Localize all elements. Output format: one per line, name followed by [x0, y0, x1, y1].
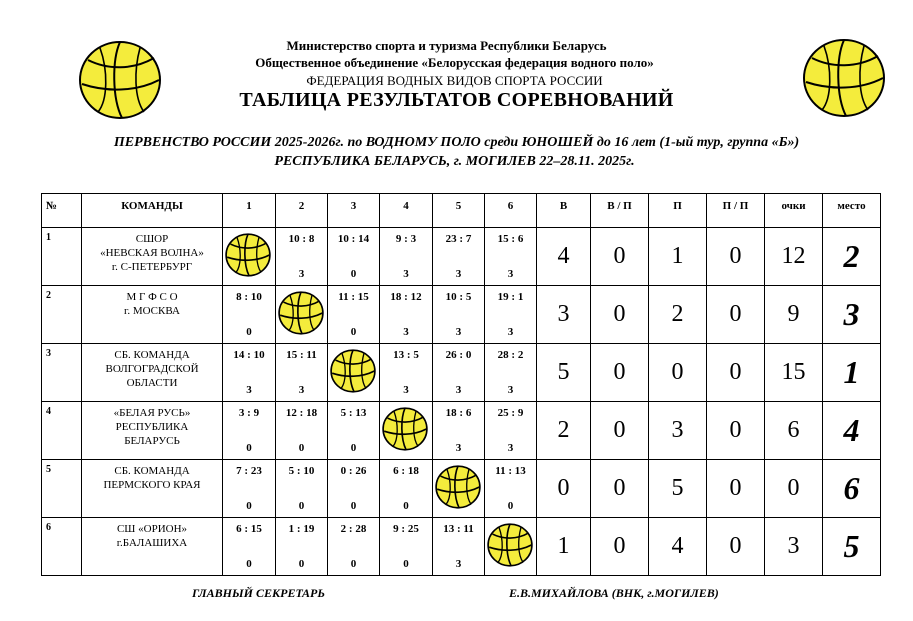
wins-cell: 1 [537, 518, 591, 576]
column-header: КОМАНДЫ [82, 194, 223, 228]
place-cell: 4 [823, 402, 881, 460]
match-score-cell: 6 : 18 0 [380, 460, 433, 518]
match-score-cell: 9 : 3 3 [380, 228, 433, 286]
match-score-cell: 7 : 23 0 [223, 460, 276, 518]
wins-cell: 2 [537, 402, 591, 460]
match-score-cell: 25 : 9 3 [485, 402, 537, 460]
match-score-cell: 14 : 10 3 [223, 344, 276, 402]
table-row [42, 460, 881, 518]
losses-cell: 3 [649, 402, 707, 460]
match-score-cell: 26 : 0 3 [433, 344, 485, 402]
team-number: 6 [42, 518, 82, 576]
match-score-cell: 3 : 9 0 [223, 402, 276, 460]
table-row [42, 344, 881, 402]
team-name: «БЕЛАЯ РУСЬ» РЕСПУБЛИКА БЕЛАРУСЬ [82, 402, 223, 460]
points-cell: 3 [765, 518, 823, 576]
wins-cell: 4 [537, 228, 591, 286]
diagonal-ball-cell [380, 402, 433, 460]
team-number: 5 [42, 460, 82, 518]
water-polo-ball-icon [278, 290, 324, 341]
wins-penalty-cell: 0 [591, 228, 649, 286]
table-header-row [42, 194, 881, 228]
match-score-cell: 19 : 1 3 [485, 286, 537, 344]
page-title: ТАБЛИЦА РЕЗУЛЬТАТОВ СОРЕВНОВАНИЙ [239, 89, 674, 111]
place-cell: 6 [823, 460, 881, 518]
match-score-cell: 11 : 13 0 [485, 460, 537, 518]
match-score-cell: 15 : 6 3 [485, 228, 537, 286]
wins-penalty-cell: 0 [591, 402, 649, 460]
diagonal-ball-cell [276, 286, 328, 344]
column-header: очки [765, 194, 823, 228]
wins-penalty-cell: 0 [591, 286, 649, 344]
place-cell: 3 [823, 286, 881, 344]
wins-penalty-cell: 0 [591, 518, 649, 576]
match-score-cell: 15 : 11 3 [276, 344, 328, 402]
losses-penalty-cell: 0 [707, 286, 765, 344]
match-score-cell: 28 : 2 3 [485, 344, 537, 402]
diagonal-ball-cell [223, 228, 276, 286]
water-polo-ball-icon [487, 522, 533, 573]
footer-role: ГЛАВНЫЙ СЕКРЕТАРЬ [192, 586, 325, 600]
column-header: 5 [433, 194, 485, 228]
column-header: П [649, 194, 707, 228]
losses-cell: 0 [649, 344, 707, 402]
losses-cell: 5 [649, 460, 707, 518]
diagonal-ball-cell [328, 344, 380, 402]
place-cell: 1 [823, 344, 881, 402]
wins-penalty-cell: 0 [591, 460, 649, 518]
table-row [42, 518, 881, 576]
column-header: № [42, 194, 82, 228]
losses-penalty-cell: 0 [707, 460, 765, 518]
match-score-cell: 10 : 8 3 [276, 228, 328, 286]
match-score-cell: 10 : 14 0 [328, 228, 380, 286]
team-name: СБ. КОМАНДА ВОЛГОГРАДСКОЙ ОБЛАСТИ [82, 344, 223, 402]
match-score-cell: 5 : 10 0 [276, 460, 328, 518]
points-cell: 15 [765, 344, 823, 402]
match-score-cell: 13 : 5 3 [380, 344, 433, 402]
team-number: 1 [42, 228, 82, 286]
header-federation-by: Общественное объединение «Белорусская федерация водного поло» [255, 55, 654, 70]
team-number: 3 [42, 344, 82, 402]
wins-cell: 3 [537, 286, 591, 344]
team-name: СШОР «НЕВСКАЯ ВОЛНА» г. С-ПЕТЕРБУРГ [82, 228, 223, 286]
water-polo-ball-icon [435, 464, 481, 515]
water-polo-ball-icon [802, 38, 886, 118]
losses-penalty-cell: 0 [707, 344, 765, 402]
table-row [42, 286, 881, 344]
losses-penalty-cell: 0 [707, 228, 765, 286]
column-header: 6 [485, 194, 537, 228]
team-name: М Г Ф С О г. МОСКВА [82, 286, 223, 344]
match-score-cell: 10 : 5 3 [433, 286, 485, 344]
wins-penalty-cell: 0 [591, 344, 649, 402]
match-score-cell: 6 : 15 0 [223, 518, 276, 576]
place-cell: 2 [823, 228, 881, 286]
points-cell: 0 [765, 460, 823, 518]
team-number: 4 [42, 402, 82, 460]
column-header: П / П [707, 194, 765, 228]
losses-penalty-cell: 0 [707, 518, 765, 576]
table-row [42, 228, 881, 286]
competition-title: ПЕРВЕНСТВО РОССИИ 2025-2026г. по ВОДНОМУ ПОЛО среди ЮНОШЕЙ до 16 лет (1-ый тур, группа «Б») [113, 135, 800, 150]
table-row [42, 402, 881, 460]
match-score-cell: 5 : 13 0 [328, 402, 380, 460]
losses-penalty-cell: 0 [707, 402, 765, 460]
column-header: место [823, 194, 881, 228]
match-score-cell: 2 : 28 0 [328, 518, 380, 576]
points-cell: 9 [765, 286, 823, 344]
header-ministry: Министерство спорта и туризма Республики Беларусь [286, 38, 607, 53]
match-score-cell: 23 : 7 3 [433, 228, 485, 286]
water-polo-ball-icon [225, 232, 271, 283]
losses-cell: 2 [649, 286, 707, 344]
match-score-cell: 8 : 10 0 [223, 286, 276, 344]
team-name: СШ «ОРИОН» г.БАЛАШИХА [82, 518, 223, 576]
match-score-cell: 18 : 6 3 [433, 402, 485, 460]
losses-cell: 1 [649, 228, 707, 286]
competition-venue: РЕСПУБЛИКА БЕЛАРУСЬ, г. МОГИЛЕВ 22–28.11. 2025г. [274, 154, 635, 169]
wins-cell: 0 [537, 460, 591, 518]
water-polo-ball-icon [382, 406, 428, 457]
footer-secretary-name: Е.В.МИХАЙЛОВА (ВНК, г.МОГИЛЕВ) [509, 586, 719, 600]
match-score-cell: 1 : 19 0 [276, 518, 328, 576]
water-polo-ball-icon [78, 40, 162, 120]
match-score-cell: 12 : 18 0 [276, 402, 328, 460]
points-cell: 12 [765, 228, 823, 286]
header-federation-ru: ФЕДЕРАЦИЯ ВОДНЫХ ВИДОВ СПОРТА РОССИИ [306, 73, 603, 88]
diagonal-ball-cell [485, 518, 537, 576]
wins-cell: 5 [537, 344, 591, 402]
water-polo-ball-icon [330, 348, 376, 399]
column-header: В [537, 194, 591, 228]
team-number: 2 [42, 286, 82, 344]
diagonal-ball-cell [433, 460, 485, 518]
points-cell: 6 [765, 402, 823, 460]
team-name: СБ. КОМАНДА ПЕРМСКОГО КРАЯ [82, 460, 223, 518]
column-header: 2 [276, 194, 328, 228]
results-table [41, 193, 881, 576]
match-score-cell: 18 : 12 3 [380, 286, 433, 344]
match-score-cell: 0 : 26 0 [328, 460, 380, 518]
match-score-cell: 13 : 11 3 [433, 518, 485, 576]
column-header: 1 [223, 194, 276, 228]
losses-cell: 4 [649, 518, 707, 576]
column-header: 3 [328, 194, 380, 228]
match-score-cell: 11 : 15 0 [328, 286, 380, 344]
place-cell: 5 [823, 518, 881, 576]
column-header: 4 [380, 194, 433, 228]
column-header: В / П [591, 194, 649, 228]
match-score-cell: 9 : 25 0 [380, 518, 433, 576]
